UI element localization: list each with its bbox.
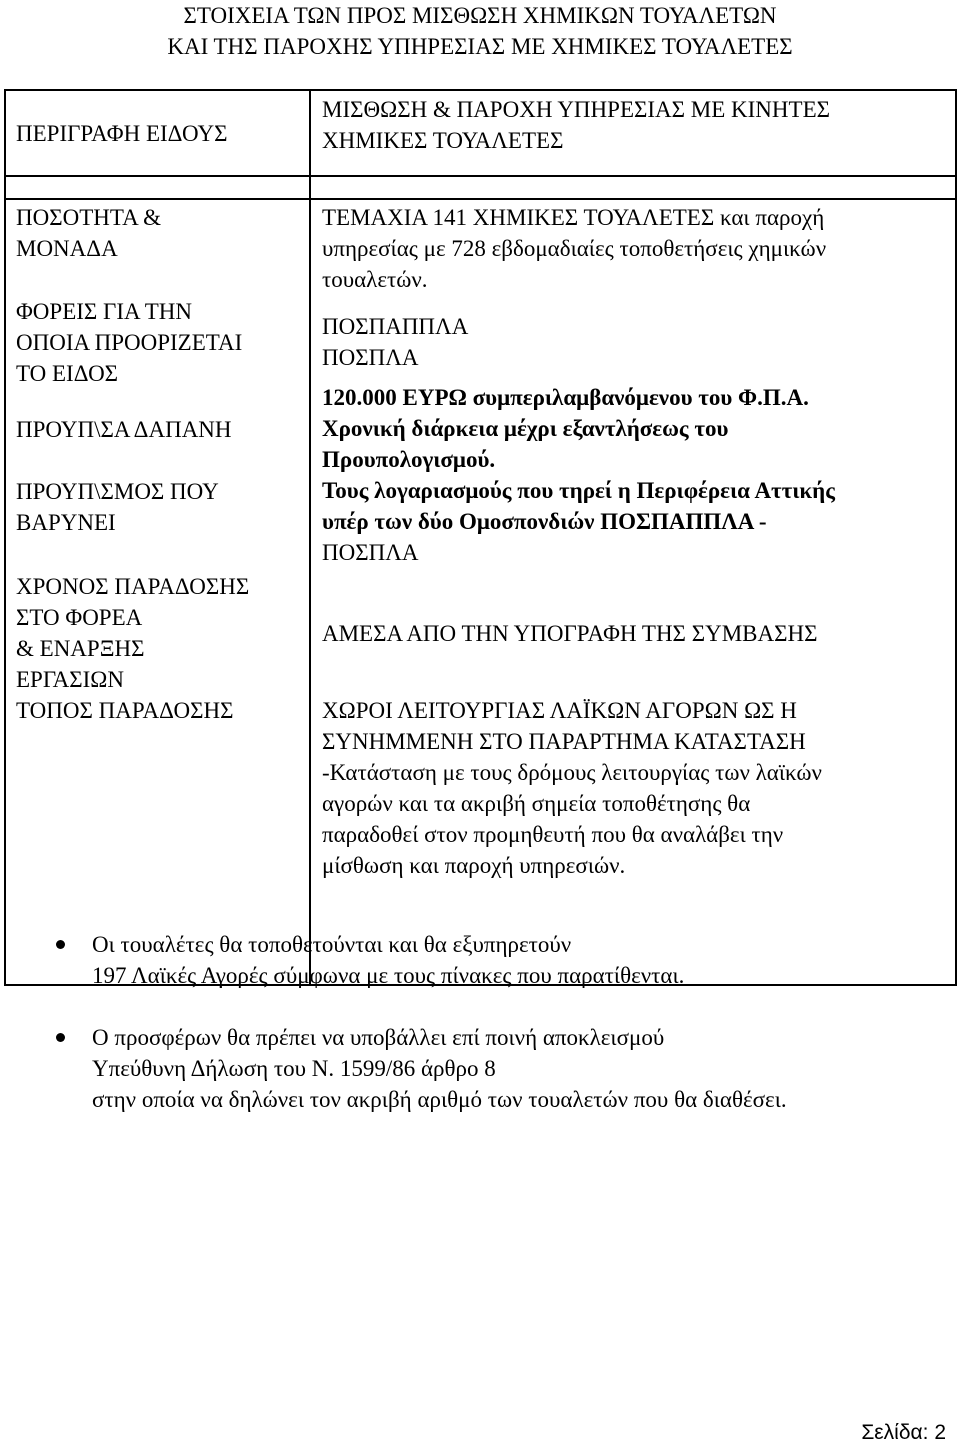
label-delivery-line-4: ΕΡΓΑΣΙΩΝ (16, 667, 124, 692)
table-row-description (5, 90, 956, 176)
label-cell-description (5, 90, 310, 176)
value-cell-details (310, 199, 956, 985)
note-2-line-1: Ο προσφέρων θα πρέπει να υποβάλλει επί ποινή αποκλεισμού (92, 1025, 665, 1050)
label-bodies-line-3: ΤΟ ΕΙΔΟΣ (16, 361, 119, 386)
value-cell-spacer (310, 176, 956, 199)
note-1-line-2: 197 Λαϊκές Αγορές σύμφωνα με τους πίνακες που παρατίθενται. (92, 963, 685, 988)
bullet-icon (56, 1033, 65, 1042)
label-cell-spacer (5, 176, 310, 199)
value-charged-line-2: υπέρ των δύο Ομοσπονδιών ΠΟΣΠΑΠΠΛΑ - (322, 509, 767, 534)
label-charged-line-2: ΒΑΡΥΝΕΙ (16, 510, 116, 535)
note-1-line-1: Οι τουαλέτες θα τοποθετούνται και θα εξυπηρετούν (92, 932, 572, 957)
specification-table (4, 89, 957, 986)
value-budget-line-1: 120.000 ΕΥΡΩ συμπεριλαμβανόμενου του Φ.Π.Α. (322, 385, 809, 410)
value-charged-line-3: ΠΟΣΠΛΑ (322, 540, 419, 565)
value-description-line-2: ΧΗΜΙΚΕΣ ΤΟΥΑΛΕΤΕΣ (322, 128, 564, 153)
value-quantity-line-3: τουαλετών. (322, 267, 428, 292)
value-budget-line-2: Χρονική διάρκεια μέχρι εξαντλήσεως του (322, 416, 729, 441)
label-place: ΤΟΠΟΣ ΠΑΡΑΔΟΣΗΣ (16, 698, 234, 723)
label-delivery-line-1: ΧΡΟΝΟΣ ΠΑΡΑΔΟΣΗΣ (16, 574, 250, 599)
bullet-icon (56, 940, 65, 949)
label-quantity-line-2: ΜΟΝΑΔΑ (16, 236, 118, 261)
label-quantity-line-1: ΠΟΣΟΤΗΤΑ & (16, 205, 162, 230)
value-delivery: ΑΜΕΣΑ ΑΠΟ ΤΗΝ ΥΠΟΓΡΑΦΗ ΤΗΣ ΣΥΜΒΑΣΗΣ (322, 621, 818, 646)
value-budget-line-3: Προυπολογισμού. (322, 447, 496, 472)
value-cell-description (310, 90, 956, 176)
note-2-line-3: στην οποία να δηλώνει τον ακριβή αριθμό των τουαλετών που θα διαθέσει. (92, 1087, 787, 1112)
label-description: ΠΕΡΙΓΡΑΦΗ ΕΙΔΟΥΣ (16, 121, 228, 146)
value-place-line-1: ΧΩΡΟΙ ΛΕΙΤΟΥΡΓΙΑΣ ΛΑΪΚΩΝ ΑΓΟΡΩΝ ΩΣ Η (322, 698, 797, 723)
label-delivery-line-2: ΣΤΟ ΦΟΡΕΑ (16, 605, 143, 630)
value-quantity-line-2: υπηρεσίας με 728 εβδομαδιαίες τοποθετήσεις χημικών (322, 236, 827, 261)
value-place-line-6: μίσθωση και παροχή υπηρεσιών. (322, 853, 626, 878)
table-row-details (5, 199, 956, 985)
value-place-line-5: παραδοθεί στον προμηθευτή που θα αναλάβει την (322, 822, 784, 847)
value-bodies-line-2: ΠΟΣΠΛΑ (322, 345, 419, 370)
title-line-1: ΣΤΟΙΧΕΙΑ ΤΩΝ ΠΡΟΣ ΜΙΣΘΩΣΗ ΧΗΜΙΚΩΝ ΤΟΥΑΛΕΤΩΝ (183, 3, 777, 28)
label-bodies-line-1: ΦΟΡΕΙΣ ΓΙΑ ΤΗΝ (16, 299, 192, 324)
page-number: Σελίδα: 2 (861, 1421, 946, 1444)
value-charged-line-1: Τους λογαριασμούς που τηρεί η Περιφέρεια Αττικής (322, 478, 835, 503)
table-row-spacer (5, 176, 956, 199)
title-line-2: ΚΑΙ ΤΗΣ ΠΑΡΟΧΗΣ ΥΠΗΡΕΣΙΑΣ ΜΕ ΧΗΜΙΚΕΣ ΤΟΥΑΛΕΤΕΣ (167, 34, 793, 59)
label-cell-details (5, 199, 310, 985)
value-quantity-line-1: ΤΕΜΑΧΙΑ 141 ΧΗΜΙΚΕΣ ΤΟΥΑΛΕΤΕΣ και παροχή (322, 205, 825, 230)
label-delivery-line-3: & ΕΝΑΡΞΗΣ (16, 636, 145, 661)
label-charged-line-1: ΠΡΟΥΠ\ΣΜΟΣ ΠΟΥ (16, 479, 219, 504)
value-description-line-1: ΜΙΣΘΩΣΗ & ΠΑΡΟΧΗ ΥΠΗΡΕΣΙΑΣ ΜΕ ΚΙΝΗΤΕΣ (322, 97, 831, 122)
value-place-line-4: αγορών και τα ακριβή σημεία τοποθέτησης θα (322, 791, 751, 816)
value-place-line-3: -Κατάσταση με τους δρόμους λειτουργίας των λαϊκών (322, 760, 822, 785)
label-bodies-line-2: ΟΠΟΙΑ ΠΡΟΟΡΙΖΕΤΑΙ (16, 330, 243, 355)
value-place-line-2: ΣΥΝΗΜΜΕΝΗ ΣΤΟ ΠΑΡΑΡΤΗΜΑ ΚΑΤΑΣΤΑΣΗ (322, 729, 806, 754)
label-budget: ΠΡΟΥΠ\ΣΑ ΔΑΠΑΝΗ (16, 417, 232, 442)
value-bodies-line-1: ΠΟΣΠΑΠΠΛΑ (322, 314, 469, 339)
note-2-line-2: Υπεύθυνη Δήλωση του Ν. 1599/86 άρθρο 8 (92, 1056, 496, 1081)
